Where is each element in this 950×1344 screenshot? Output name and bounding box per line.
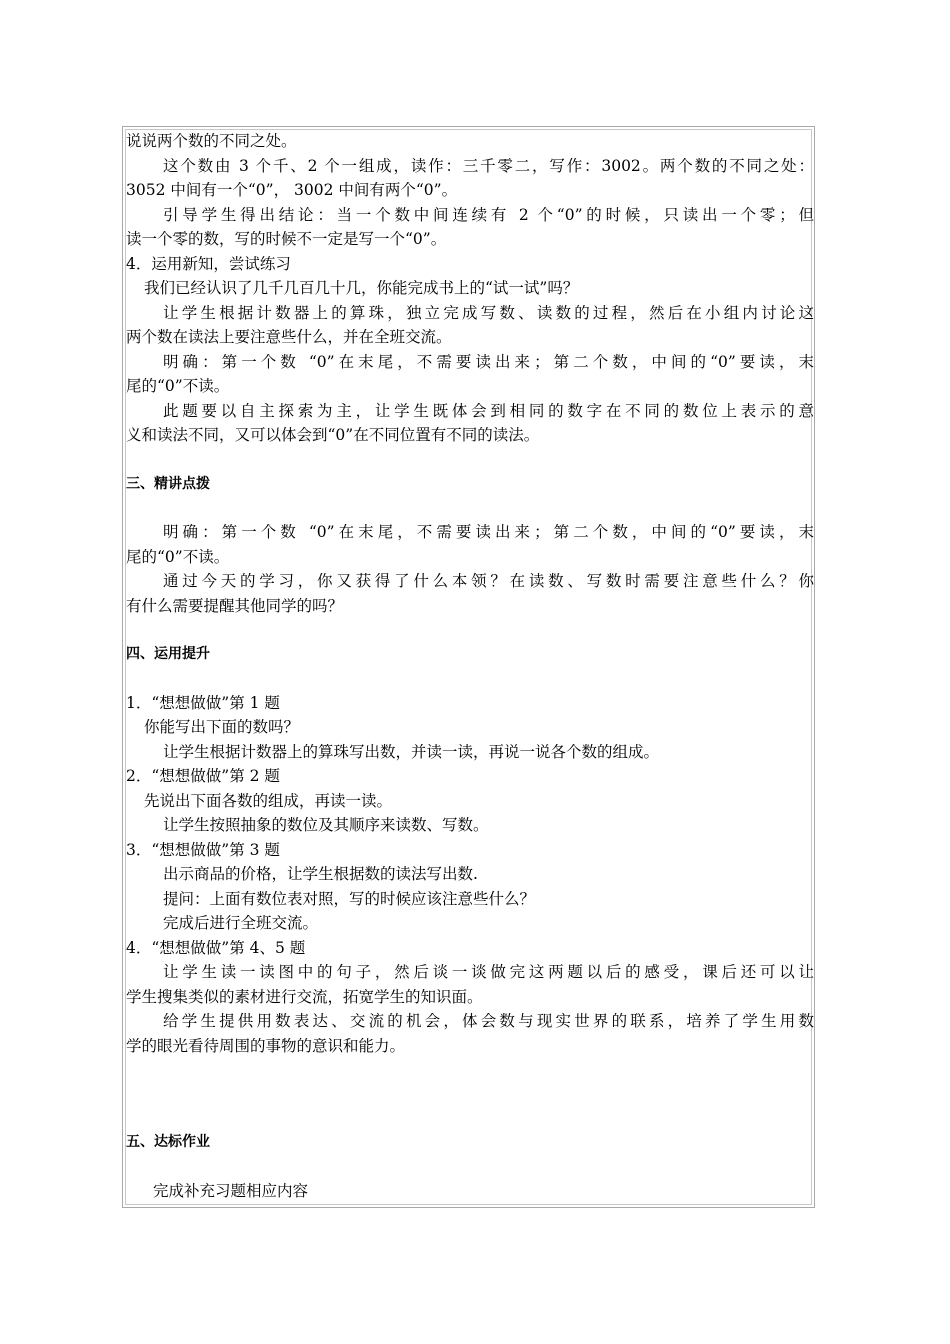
paragraph-line: 两个数在读法上要注意些什么，并在全班交流。 [126,328,452,346]
paragraph-line: 完成补充习题相应内容 [153,1181,309,1200]
paragraph-line: 让学生读一读图中的句子，然后谈一谈做完这两题以后的感受，课后还可以让 [163,963,814,981]
paragraph-line: 先说出下面各数的组成，再读一读。 [144,791,393,810]
paragraph-line: 此题要以自主探索为主，让学生既体会到相同的数字在不同的数位上表示的意 [163,401,814,420]
spacer [126,496,814,520]
spacer [126,1155,814,1179]
spacer [126,1058,814,1130]
paragraph-line: 尾的“0”不读。 [126,377,230,395]
paragraph-line: 完成后进行全班交流。 [163,914,319,932]
list-item: 3．“想想做做”第 3 题 [126,840,280,859]
section-heading: 三、精讲点拨 [126,475,210,492]
paragraph-line: 明确：第一个数 “0”在末尾，不需要读出来；第二个数，中间的“0”要读，末 [163,523,814,541]
paragraph-line: 有什么需要提醒其他同学的吗？ [126,596,344,615]
paragraph-line: 出示商品的价格，让学生根据数的读法写出数. [163,865,478,883]
section-heading: 五、达标作业 [126,1134,210,1150]
paragraph-line: 提问：上面有数位表对照，写的时候应该注意些什么？ [163,889,536,908]
paragraph-line: 读一个零的数，写的时候不一定是写一个“0”。 [126,230,447,248]
paragraph-line: 通过今天的学习，你又获得了什么本领？在读数、写数时需要注意些什么？你 [163,572,814,590]
paragraph-line: 让学生根据计数器上的算珠，独立完成写数、读数的过程，然后在小组内讨论这 [163,303,814,322]
paragraph-line: 学的眼光看待周围的事物的意识和能力。 [126,1036,406,1055]
section-heading: 四、运用提升 [126,646,210,662]
list-item: 1．“想想做做”第 1 题 [126,693,280,712]
paragraph-line: 义和读法不同，又可以体会到“0”在不同位置有不同的读法。 [126,426,540,444]
paragraph-line: 3052 中间有一个“0”， 3002 中间有两个“0”。 [126,181,458,199]
spacer [126,618,814,642]
paragraph-line: 我们已经认识了几千几百几十几，你能完成书上的“试一试”吗？ [144,279,579,297]
paragraph-line: 让学生根据计数器上的算珠写出数，并读一读，再说一说各个数的组成。 [163,742,660,761]
section-subheading: 4．运用新知，尝试练习 [126,254,291,273]
paragraph-line: 给学生提供用数表达、交流的机会，体会数与现实世界的联系，培养了学生用数 [163,1012,814,1030]
list-item: 2．“想想做做”第 2 题 [126,767,280,785]
paragraph-line: 尾的“0”不读。 [126,547,230,566]
paragraph-line: 引导学生得出结论：当一个数中间连续有 2 个“0”的时候，只读出一个零；但 [163,205,814,224]
spacer [126,448,814,472]
paragraph-line: 你能写出下面的数吗？ [144,718,300,736]
paragraph-line: 明确：第一个数 “0”在末尾，不需要读出来；第二个数，中间的“0”要读，末 [163,352,814,371]
paragraph-line: 这个数由 3 个千、2 个一组成，读作：三千零二，写作：3002。两个数的不同之处： [163,156,814,175]
paragraph-line: 让学生按照抽象的数位及其顺序来读数、写数。 [163,816,489,834]
list-item: 4．“想想做做”第 4、5 题 [126,938,306,957]
paragraph-line: 学生搜集类似的素材进行交流，拓宽学生的知识面。 [126,987,483,1006]
document-body [126,129,814,1203]
paragraph-line: 说说两个数的不同之处。 [126,132,297,150]
spacer [126,667,814,691]
